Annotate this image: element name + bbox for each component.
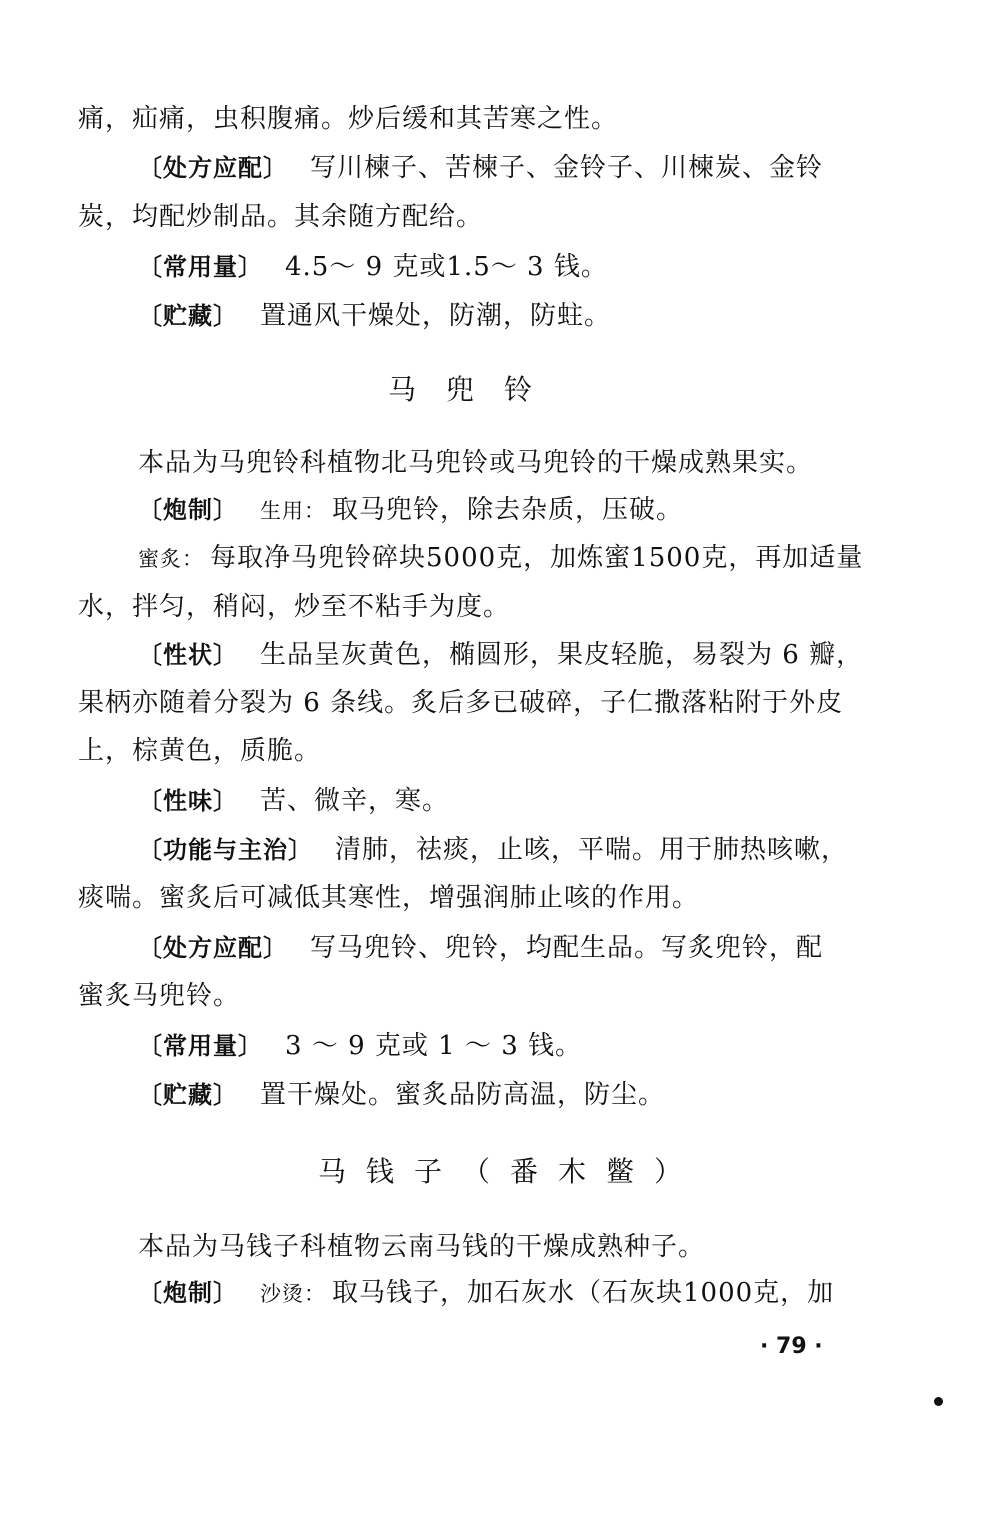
text-line: 蜜炙： 每取净马兜铃碎块5000克，加炼蜜1500克，再加适量 — [138, 543, 864, 573]
text-line: 〔常用量〕 4.5～ 9 克或1.5～ 3 钱。 — [138, 252, 608, 282]
section-tag: 〔性味〕 — [138, 787, 238, 815]
entry-heading: 马兜铃 — [388, 373, 563, 406]
text-line: 〔处方应配〕 写马兜铃、兜铃，均配生品。写炙兜铃，配 — [138, 933, 824, 963]
scan-speck — [934, 1397, 943, 1406]
text-line: 〔常用量〕 3 ～ 9 克或 1 ～ 3 钱。 — [138, 1031, 583, 1061]
text-line: 〔贮藏〕 置通风干燥处，防潮，防蛀。 — [138, 301, 612, 331]
section-tag: 〔功能与主治〕 — [138, 836, 313, 864]
page-number: · 79 · — [760, 1334, 823, 1359]
method-label: 沙烫： — [260, 1282, 326, 1306]
section-tag: 〔常用量〕 — [138, 1032, 263, 1060]
text-line: 炭，均配炒制品。其余随方配给。 — [78, 202, 484, 232]
text-line: 痛，疝痛，虫积腹痛。炒后缓和其苦寒之性。 — [78, 104, 619, 134]
text-line: 〔性味〕 苦、微辛，寒。 — [138, 786, 450, 816]
section-tag: 〔性状〕 — [138, 641, 238, 669]
text-line: 〔处方应配〕 写川楝子、苦楝子、金铃子、川楝炭、金铃 — [138, 153, 824, 183]
text-line: 痰喘。蜜炙后可减低其寒性，增强润肺止咳的作用。 — [78, 883, 700, 913]
section-tag: 〔炮制〕 — [138, 1279, 238, 1307]
section-tag: 〔常用量〕 — [138, 253, 263, 281]
method-label: 生用： — [260, 499, 326, 523]
text-line: 〔性状〕 生品呈灰黄色，椭圆形，果皮轻脆，易裂为 6 瓣， — [138, 640, 864, 670]
section-tag: 〔处方应配〕 — [138, 934, 288, 962]
text-line: 蜜炙马兜铃。 — [78, 981, 241, 1011]
section-tag: 〔贮藏〕 — [138, 302, 238, 330]
text-line: 果柄亦随着分裂为 6 条线。炙后多已破碎，子仁撒落粘附于外皮 — [78, 688, 844, 718]
section-tag: 〔贮藏〕 — [138, 1081, 238, 1109]
text-line: 〔炮制〕 沙烫： 取马钱子，加石灰水（石灰块1000克，加 — [138, 1278, 835, 1308]
section-tag: 〔炮制〕 — [138, 496, 238, 524]
text-line: 本品为马兜铃科植物北马兜铃或马兜铃的干燥成熟果实。 — [138, 448, 814, 478]
text-line: 水，拌匀，稍闷，炒至不粘手为度。 — [78, 592, 511, 622]
text-line: 〔功能与主治〕 清肺，祛痰，止咳，平喘。用于肺热咳嗽， — [138, 835, 849, 865]
entry-heading: 马钱子（番木鳖） — [318, 1155, 703, 1188]
text-line: 本品为马钱子科植物云南马钱的干燥成熟种子。 — [138, 1232, 706, 1262]
section-tag: 〔处方应配〕 — [138, 154, 288, 182]
text-line: 〔贮藏〕 置干燥处。蜜炙品防高温，防尘。 — [138, 1080, 666, 1110]
text-line: 〔炮制〕 生用： 取马兜铃，除去杂质，压破。 — [138, 495, 684, 525]
text-line: 上，棕黄色，质脆。 — [78, 736, 322, 766]
method-label: 蜜炙： — [138, 547, 204, 571]
